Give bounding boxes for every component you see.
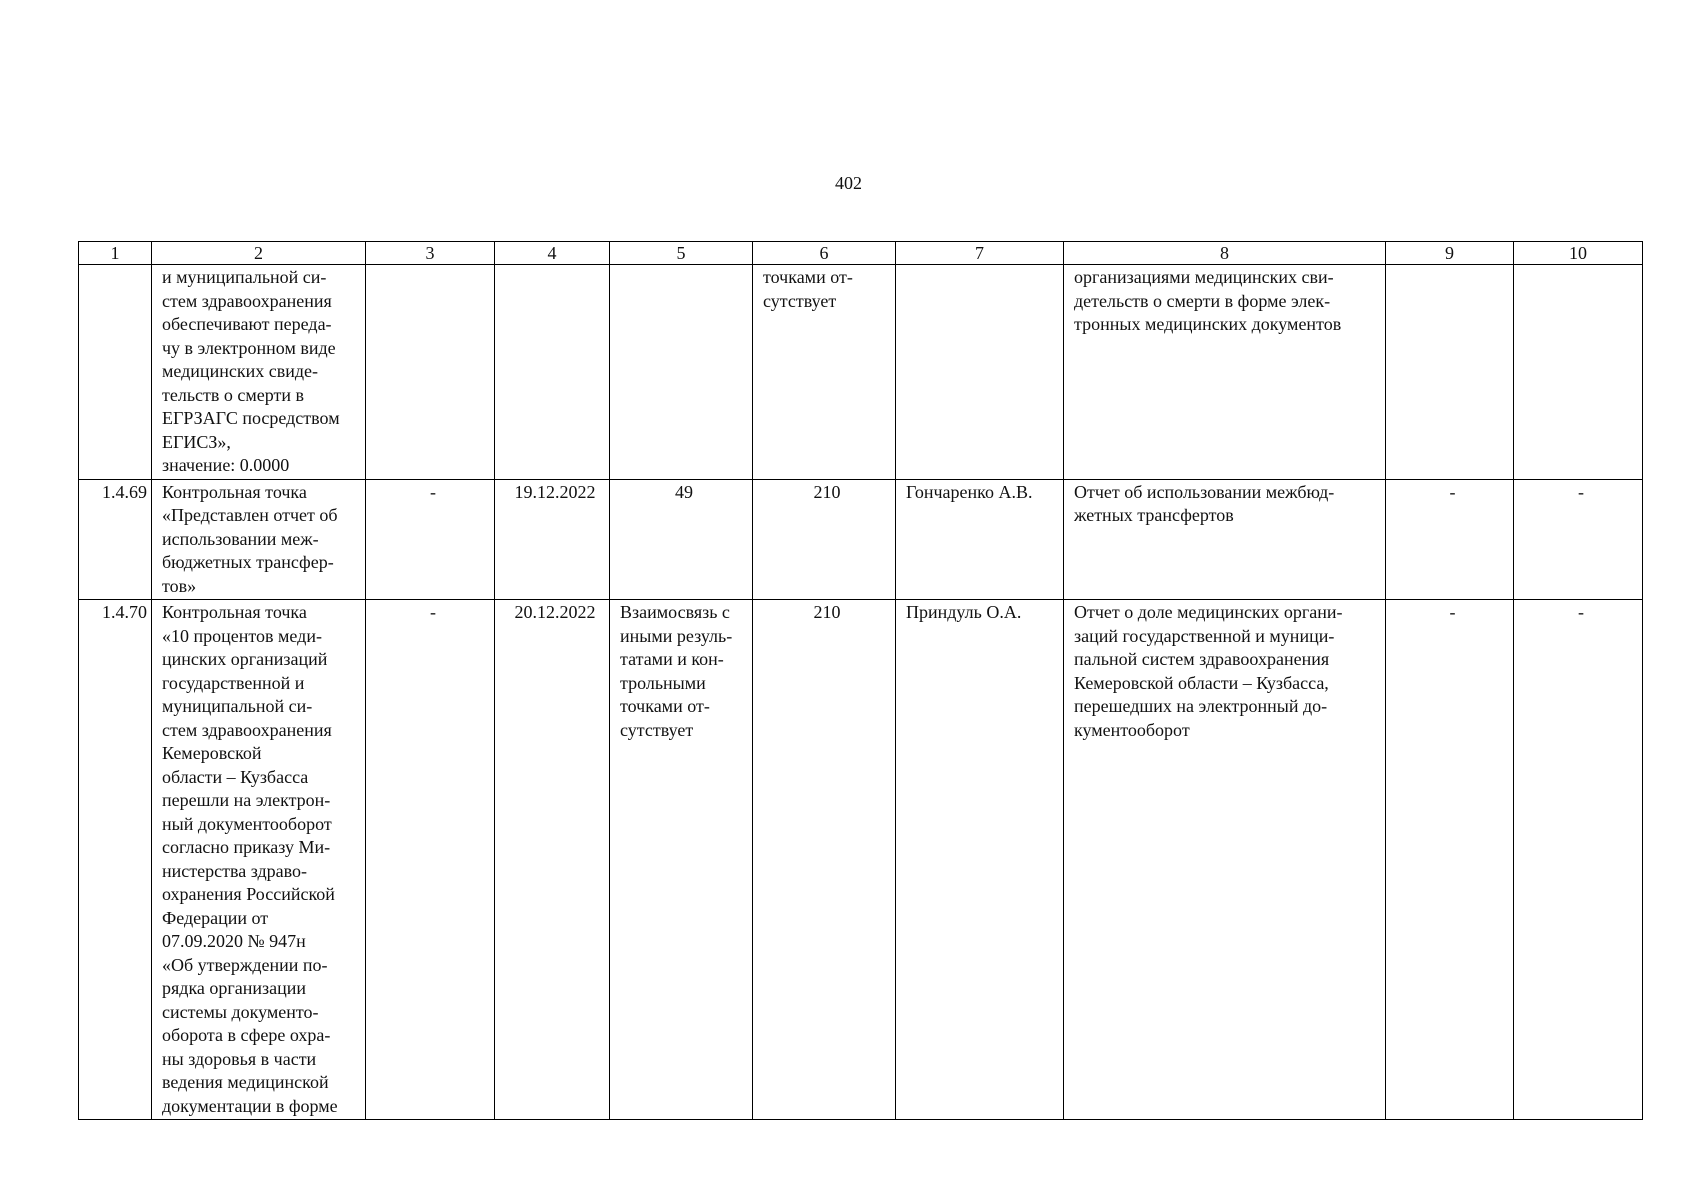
cell-col3: - bbox=[366, 600, 495, 1120]
cell-col9: - bbox=[1386, 600, 1514, 1120]
cell-col9: - bbox=[1386, 479, 1514, 600]
column-header: 2 bbox=[152, 242, 366, 265]
cell-col5: Взаимосвязь с иными резуль- татами и кон- трольными точками от- сутствует bbox=[610, 600, 753, 1120]
cell-col6: 210 bbox=[753, 600, 896, 1120]
row-number: 1.4.70 bbox=[79, 600, 152, 1120]
cell-document: организациями медицинских сви- детельств о смерти в форме элек- тронных медицинских документов bbox=[1064, 265, 1386, 480]
column-header: 9 bbox=[1386, 242, 1514, 265]
cell-responsible: Гончаренко А.В. bbox=[896, 479, 1064, 600]
row-number bbox=[79, 265, 152, 480]
cell-responsible bbox=[896, 265, 1064, 480]
table-row bbox=[79, 479, 1643, 600]
cell-document: Отчет о доле медицинских органи- заций государственной и муници- пальной систем здравоохранения Кемеровской области – Кузбасса, перешедших на электронный до- кументооборот bbox=[1064, 600, 1386, 1120]
cell-date: 19.12.2022 bbox=[495, 479, 610, 600]
column-header: 1 bbox=[79, 242, 152, 265]
cell-document: Отчет об использовании межбюд- жетных трансфертов bbox=[1064, 479, 1386, 600]
column-header: 8 bbox=[1064, 242, 1386, 265]
column-header: 4 bbox=[495, 242, 610, 265]
cell-col3: - bbox=[366, 479, 495, 600]
cell-date: 20.12.2022 bbox=[495, 600, 610, 1120]
column-header: 5 bbox=[610, 242, 753, 265]
cell-col6: 210 bbox=[753, 479, 896, 600]
table-row bbox=[79, 600, 1643, 1120]
cell-responsible: Приндуль О.А. bbox=[896, 600, 1064, 1120]
cell-col9 bbox=[1386, 265, 1514, 480]
cell-col5: 49 bbox=[610, 479, 753, 600]
item-description: Контрольная точка «10 процентов меди- цинских организаций государственной и муниципальной си- стем здравоохранения Кемеровской области – Кузбасса перешли на электрон- ный документооборот согласно приказу Ми- нистерства здраво- охранения Российской Федерации от 07.09.2020 № 947н «Об утверждении по- рядка организации системы документо- оборота в сфере охра- ны здоровья в части ведения медицинской документации в форме bbox=[152, 600, 366, 1120]
cell-col5 bbox=[610, 265, 753, 480]
cell-col10: - bbox=[1514, 600, 1643, 1120]
table-row bbox=[79, 265, 1643, 480]
column-header: 6 bbox=[753, 242, 896, 265]
column-header: 10 bbox=[1514, 242, 1643, 265]
row-number: 1.4.69 bbox=[79, 479, 152, 600]
cell-col10 bbox=[1514, 265, 1643, 480]
page-number: 402 bbox=[835, 173, 862, 193]
column-header: 7 bbox=[896, 242, 1064, 265]
header-row bbox=[79, 242, 1643, 265]
cell-col3 bbox=[366, 265, 495, 480]
column-header: 3 bbox=[366, 242, 495, 265]
item-description: Контрольная точка «Представлен отчет об использовании меж- бюджетных трансфер- тов» bbox=[152, 479, 366, 600]
plan-table bbox=[78, 241, 1643, 1120]
cell-col6: точками от- сутствует bbox=[753, 265, 896, 480]
item-description: и муниципальной си- стем здравоохранения обеспечивают переда- чу в электронном виде медицинских свиде- тельств о смерти в ЕГРЗАГС посредством ЕГИСЗ», значение: 0.0000 bbox=[152, 265, 366, 480]
cell-date bbox=[495, 265, 610, 480]
cell-col10: - bbox=[1514, 479, 1643, 600]
